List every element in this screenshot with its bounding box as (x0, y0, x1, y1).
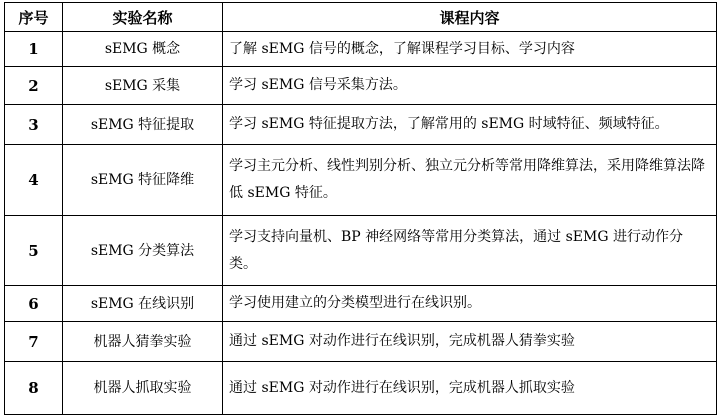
header-experiment-name: 实验名称 (63, 3, 223, 32)
course-content: 学习使用建立的分类模型进行在线识别。 (223, 286, 717, 322)
experiment-name: sEMG 采集 (63, 67, 223, 105)
course-content: 通过 sEMG 对动作进行在线识别，完成机器人猜拳实验 (223, 322, 717, 362)
experiment-name: sEMG 在线识别 (63, 286, 223, 322)
experiment-name: 机器人抓取实验 (63, 362, 223, 415)
row-number: 5 (5, 216, 63, 286)
experiment-name: 机器人猜拳实验 (63, 322, 223, 362)
course-content: 学习支持向量机、BP 神经网络等常用分类算法，通过 sEMG 进行动作分类。 (223, 216, 717, 286)
table-row (5, 322, 717, 362)
course-table (4, 2, 717, 415)
row-number: 3 (5, 105, 63, 145)
experiment-name: sEMG 概念 (63, 32, 223, 67)
header-number: 序号 (5, 3, 63, 32)
table-row (5, 362, 717, 415)
course-content: 学习主元分析、线性判别分析、独立元分析等常用降维算法，采用降维算法降低 sEMG 特征。 (223, 145, 717, 216)
course-table-wrapper (4, 2, 717, 415)
row-number: 7 (5, 322, 63, 362)
table-header-row (5, 3, 717, 32)
table-row (5, 32, 717, 67)
course-content: 学习 sEMG 信号采集方法。 (223, 67, 717, 105)
table-row (5, 286, 717, 322)
course-content: 学习 sEMG 特征提取方法，了解常用的 sEMG 时域特征、频域特征。 (223, 105, 717, 145)
course-content: 了解 sEMG 信号的概念，了解课程学习目标、学习内容 (223, 32, 717, 67)
row-number: 1 (5, 32, 63, 67)
row-number: 8 (5, 362, 63, 415)
row-number: 2 (5, 67, 63, 105)
row-number: 6 (5, 286, 63, 322)
table-row (5, 145, 717, 216)
row-number: 4 (5, 145, 63, 216)
experiment-name: sEMG 特征提取 (63, 105, 223, 145)
table-row (5, 67, 717, 105)
experiment-name: sEMG 特征降维 (63, 145, 223, 216)
table-row (5, 216, 717, 286)
table-row (5, 105, 717, 145)
course-content: 通过 sEMG 对动作进行在线识别，完成机器人抓取实验 (223, 362, 717, 415)
header-course-content: 课程内容 (223, 3, 717, 32)
experiment-name: sEMG 分类算法 (63, 216, 223, 286)
